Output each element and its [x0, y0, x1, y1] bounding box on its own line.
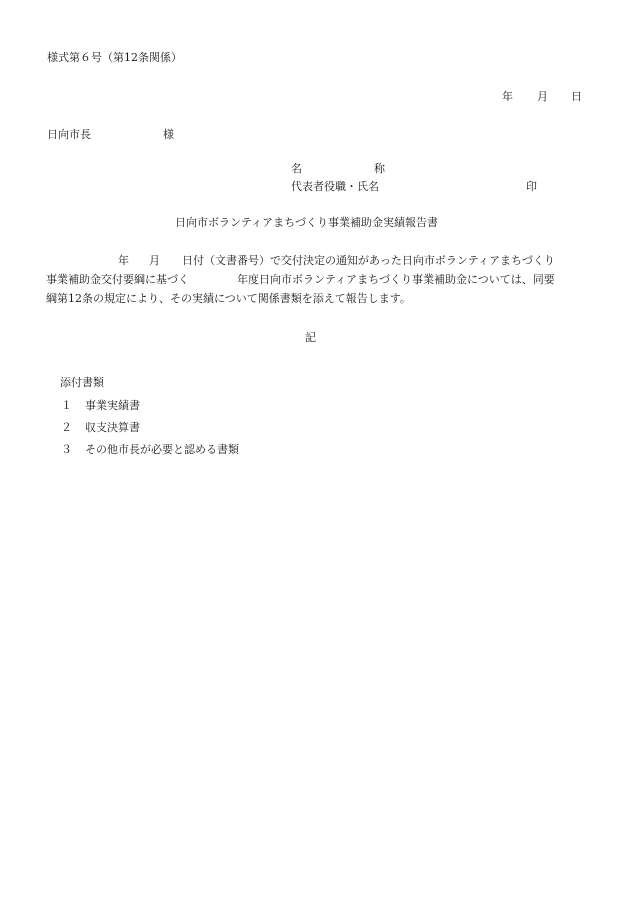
attachment-item-label: 事業実績書 [85, 399, 140, 412]
body-line-2 [46, 270, 586, 289]
body-line-3: 綱第12条の規定により、その実績について関係書類を添えて報告します。 [46, 292, 411, 305]
body-line-1-text: 日付（文書番号）で交付決定の通知があった日向市ボランティアまちづくり [182, 254, 555, 267]
attachment-item-number: ２ [61, 421, 72, 434]
body-line-1 [46, 251, 586, 270]
attachments-heading: 添付書類 [60, 376, 104, 389]
attachment-item [61, 443, 239, 457]
attachment-item-label: 収支決算書 [85, 421, 140, 434]
addressee-honorific: 様 [163, 128, 174, 141]
body-line-2-start: 事業補助金交付要綱に基づく [46, 273, 189, 286]
representative-label: 代表者役職・氏名 [291, 180, 379, 193]
attachment-item-label: その他市長が必要と認める書類 [85, 443, 239, 456]
body-line-2-text: 年度日向市ボランティアまちづくり事業補助金については、同要 [237, 273, 555, 286]
body-year-label: 年 [118, 254, 129, 267]
applicant-name-label-2: 称 [374, 162, 385, 175]
addressee-mayor: 日向市長 [47, 128, 91, 141]
date-month-label: 月 [537, 90, 548, 103]
attachment-item [61, 421, 140, 435]
applicant-name-label-1: 名 [291, 162, 302, 175]
date-year-label: 年 [502, 90, 513, 103]
seal-mark: 印 [526, 180, 537, 193]
form-number: 様式第６号（第12条関係） [47, 51, 182, 64]
attachment-item-number: ３ [61, 443, 72, 456]
attachment-item-number: １ [61, 399, 72, 412]
attachment-item [61, 399, 140, 413]
body-month-label: 月 [149, 254, 160, 267]
ki-heading: 記 [305, 331, 316, 344]
date-day-label: 日 [571, 90, 582, 103]
body-paragraph [46, 251, 586, 308]
document-title: 日向市ボランティアまちづくり事業補助金実績報告書 [175, 216, 439, 229]
